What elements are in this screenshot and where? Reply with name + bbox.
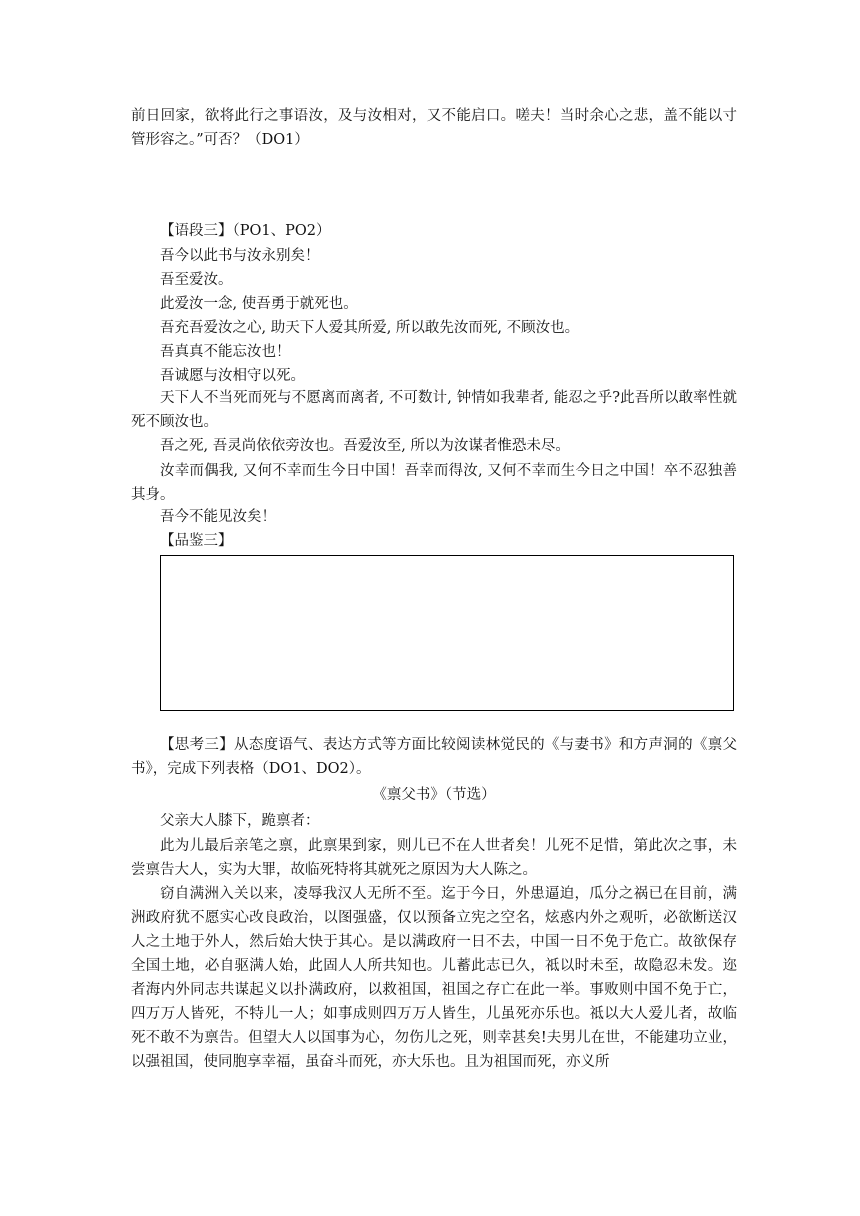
passage-line: 吾今不能见汝矣！ [160, 509, 276, 525]
passage-line: 此爱汝一念, 使吾勇于就死也。 [160, 296, 358, 312]
passage-line: 汝幸而偶我, 又何不幸而生今日中国！吾幸而得汝, 又何不幸而生今日之中国！卒不忍独善其身。 [131, 463, 737, 503]
intro-paragraph: 前日回家，欲将此行之事语汝，及与汝相对，又不能启口。嗟夫！当时余心之悲，盖不能以寸管形容之。”可否？（DO1） [131, 108, 737, 148]
letter-paragraph: 此为儿最后亲笔之禀，此禀果到家，则儿已不在人世者矣！儿死不足惜，第此次之事，未尝禀告大人，实为大罪，故临死特将其就死之原因为大人陈之。 [131, 838, 737, 878]
passage-line: 吾今以此书与汝永别矣！ [160, 248, 320, 264]
passage-line: 天下人不当死而死与不愿离而离者, 不可数计, 钟情如我辈者, 能忍之乎?此吾所以敢率性就死不顾汝也。 [131, 390, 737, 430]
passage-line: 吾之死, 吾灵尚依依旁汝也。吾爱汝至, 所以为汝谋者惟恐未尽。 [160, 438, 570, 454]
letter-paragraph: 窃自满洲入关以来，凌辱我汉人无所不至。迄于今日，外患逼迫，瓜分之祸已在目前，满洲政府犹不愿实心改良政治，以图强盛，仅以预备立宪之空名，炫惑内外之观听，必欲断送汉人之土地于外人，然后始大快于其心。是以满政府一日不去，中国一日不免于危亡。故欲保存全国土地，必自驱满人始，此固人人所共知也。儿蓄此志已久，祗以时未至，故隐忍未发。迩者海内外同志共谋起义以扑满政府，以救祖国，祖国之存亡在此一举。事败则中国不免于亡，四万万人皆死，不特儿一人；如事成则四万万人皆生，儿虽死亦乐也。祗以大人爱儿者，故临死不敢不为禀告。但望大人以国事为心，勿伤儿之死，则幸甚矣!夫男儿在世，不能建功立业，以强祖国，使同胞享幸福，虽奋斗而死，亦大乐也。且为祖国而死，亦义所 [131, 886, 737, 1070]
letter-title: 《禀父书》（节选） [372, 787, 496, 803]
letter-salutation: 父亲大人膝下，跪禀者： [160, 813, 320, 829]
section-heading: 【语段三】（PO1、PO2） [160, 223, 331, 239]
passage-line: 吾至爱汝。 [160, 272, 233, 288]
passage-line: 吾诚愿与汝相守以死。 [160, 368, 305, 384]
passage-line: 吾充吾爱汝之心, 助天下人爱其所爱, 所以敢先汝而死, 不顾汝也。 [160, 320, 580, 336]
passage-line: 吾真真不能忘汝也！ [160, 344, 291, 360]
appreciation-label: 【品鉴三】 [160, 533, 233, 549]
think-question: 【思考三】从态度语气、表达方式等方面比较阅读林觉民的《与妻书》和方声洞的《禀父书》，完成下列表格（DO1、DO2）。 [131, 737, 737, 777]
answer-box[interactable] [160, 555, 734, 711]
